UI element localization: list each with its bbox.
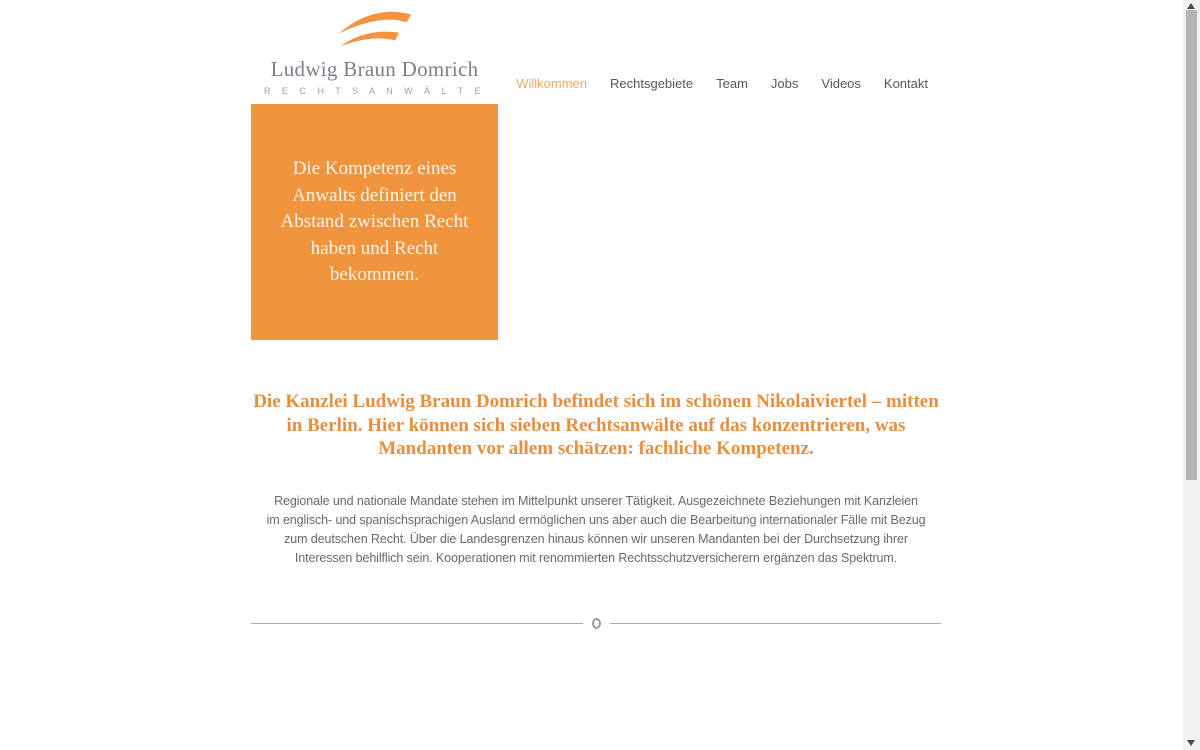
brand-logo[interactable] (251, 8, 498, 96)
vertical-scrollbar[interactable] (1183, 0, 1200, 750)
intro-heading: Die Kanzlei Ludwig Braun Domrich befindet sich im schönen Nikolaiviertel – mitten in Berlin. Hier können sich sieben Rechtsanwälte auf das konzentrieren, was Mandanten vor allem schätzen: fachliche Kompetenz. (253, 391, 939, 459)
nav-item-willkommen[interactable]: Willkommen (516, 76, 587, 91)
double-swoosh-icon (336, 8, 414, 55)
scrollbar-thumb[interactable] (1186, 10, 1197, 480)
hero-quote-text: Die Kompetenz eines Anwalts definiert den Abstand zwischen Recht haben und Recht bekommen. (280, 158, 469, 285)
page-content (251, 0, 941, 629)
intro-body-text: Regionale und nationale Mandate stehen im Mittelpunkt unserer Tätigkeit. Ausgezeichnete Beziehungen mit Kanzleien im englisch- und spanischsprachigen Ausland ermöglichen uns aber auch die Bearbeitung internationaler Fälle mit Bezug zum deutschen Recht. Über die Landesgrenzen hinaus können wir unseren Mandanten bei der Durchsetzung ihrer Interessen behilflich sein. Kooperationen mit renommierten Rechtsschutzversicherern ergänzen das Spektrum. (266, 493, 926, 565)
nav-item-rechtsgebiete[interactable]: Rechtsgebiete (610, 76, 694, 91)
scrollbar-up-arrow-icon[interactable] (1187, 3, 1195, 9)
scrollbar-down-arrow-icon[interactable] (1187, 740, 1195, 746)
brand-tagline: R E C H T S A N W Ä L T E (263, 86, 486, 96)
divider-circle-ornament (592, 618, 601, 629)
nav-item-videos[interactable]: Videos (821, 76, 861, 91)
nav-item-team[interactable]: Team (716, 76, 748, 91)
nav-item-jobs[interactable]: Jobs (770, 76, 799, 91)
hero-quote-box (251, 104, 498, 340)
brand-name: Ludwig Braun Domrich (270, 57, 479, 81)
divider-line-right (610, 623, 942, 624)
nav-item-kontakt[interactable]: Kontakt (883, 76, 928, 91)
divider-line-left (251, 623, 583, 624)
main-navigation (516, 76, 928, 91)
site-header (251, 0, 941, 104)
section-divider (251, 618, 941, 629)
